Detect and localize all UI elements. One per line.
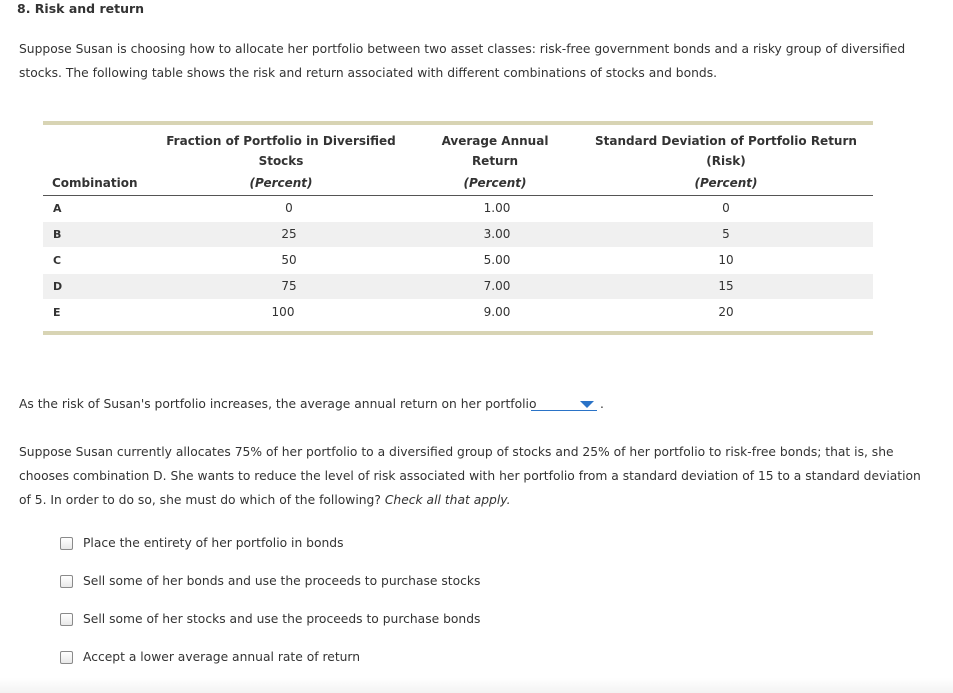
cell-stocks: 75 <box>281 279 297 293</box>
header-risk-line2: (Risk) <box>706 154 746 168</box>
cell-return: 1.00 <box>483 201 511 215</box>
cell-return: 3.00 <box>483 227 511 241</box>
cell-risk: 15 <box>718 279 734 293</box>
dropdown-question-text: As the risk of Susan's portfolio increases, the average annual return on her portfolio <box>19 397 537 411</box>
option-sell-bonds-buy-stocks[interactable] <box>60 573 480 589</box>
cell-risk: 0 <box>722 201 730 215</box>
scenario-paragraph <box>19 440 934 512</box>
option-all-bonds[interactable] <box>60 535 344 551</box>
option-label: Sell some of her stocks and use the proceeds to purchase bonds <box>83 612 481 626</box>
dropdown-end-punct: . <box>600 397 604 411</box>
header-stocks-unit: (Percent) <box>249 176 313 190</box>
cell-risk: 5 <box>722 227 730 241</box>
header-return-line2: Return <box>471 154 519 168</box>
row-combination-label: C <box>53 254 62 267</box>
cell-return: 5.00 <box>483 253 511 267</box>
row-combination-label: A <box>53 202 62 215</box>
header-risk-line1: Standard Deviation of Portfolio Return <box>595 134 857 148</box>
option-sell-stocks-buy-bonds[interactable] <box>60 611 480 627</box>
cell-return: 7.00 <box>483 279 511 293</box>
header-combination: Combination <box>52 176 138 190</box>
checkbox[interactable] <box>60 537 73 550</box>
option-label: Accept a lower average annual rate of return <box>83 650 361 664</box>
checkbox[interactable] <box>60 651 73 664</box>
row-combination-label: B <box>53 228 62 241</box>
cell-risk: 10 <box>718 253 734 267</box>
cell-return: 9.00 <box>483 305 511 319</box>
header-return-unit: (Percent) <box>463 176 527 190</box>
header-stocks-line2: Stocks <box>258 154 304 168</box>
intro-paragraph: Suppose Susan is choosing how to allocate her portfolio between two asset classes: risk-free government bonds and a risky group of diversified stocks. The following table shows the risk and return associated with different combinations of stocks and bonds. <box>19 42 906 80</box>
cell-stocks: 50 <box>281 253 297 267</box>
option-label: Place the entirety of her portfolio in bonds <box>83 536 344 550</box>
return-trend-dropdown[interactable] <box>531 396 597 411</box>
row-combination-label: E <box>53 306 61 319</box>
question-title: 8. Risk and return <box>17 1 145 16</box>
table-top-bar <box>43 121 873 125</box>
checkbox[interactable] <box>60 575 73 588</box>
checkbox[interactable] <box>60 613 73 626</box>
option-lower-return[interactable] <box>60 649 360 665</box>
option-label: Sell some of her bonds and use the proceeds to purchase stocks <box>83 574 481 588</box>
cell-stocks: 25 <box>281 227 297 241</box>
row-combination-label: D <box>53 280 63 293</box>
dropdown-arrow-icon[interactable] <box>580 401 594 408</box>
bottom-fade <box>0 678 953 693</box>
scenario-instruction: Check all that apply. <box>384 493 511 507</box>
scenario-text: Suppose Susan currently allocates 75% of her portfolio to a diversified group of stocks and 25% of her portfolio to risk-free bonds; that is, she chooses combination D. She wants to reduce the level of risk associated with her portfolio from a standard deviation of 15 to a standard deviation of 5. In order to do so, she must do which of the following? <box>19 445 921 507</box>
header-stocks-line1: Fraction of Portfolio in Diversified <box>166 134 396 148</box>
table-bottom-bar <box>43 331 873 335</box>
cell-risk: 20 <box>718 305 734 319</box>
header-rule <box>43 195 873 196</box>
cell-stocks: 0 <box>285 201 293 215</box>
header-risk-unit: (Percent) <box>694 176 758 190</box>
header-return-line1: Average Annual <box>441 134 549 148</box>
cell-stocks: 100 <box>271 305 295 319</box>
